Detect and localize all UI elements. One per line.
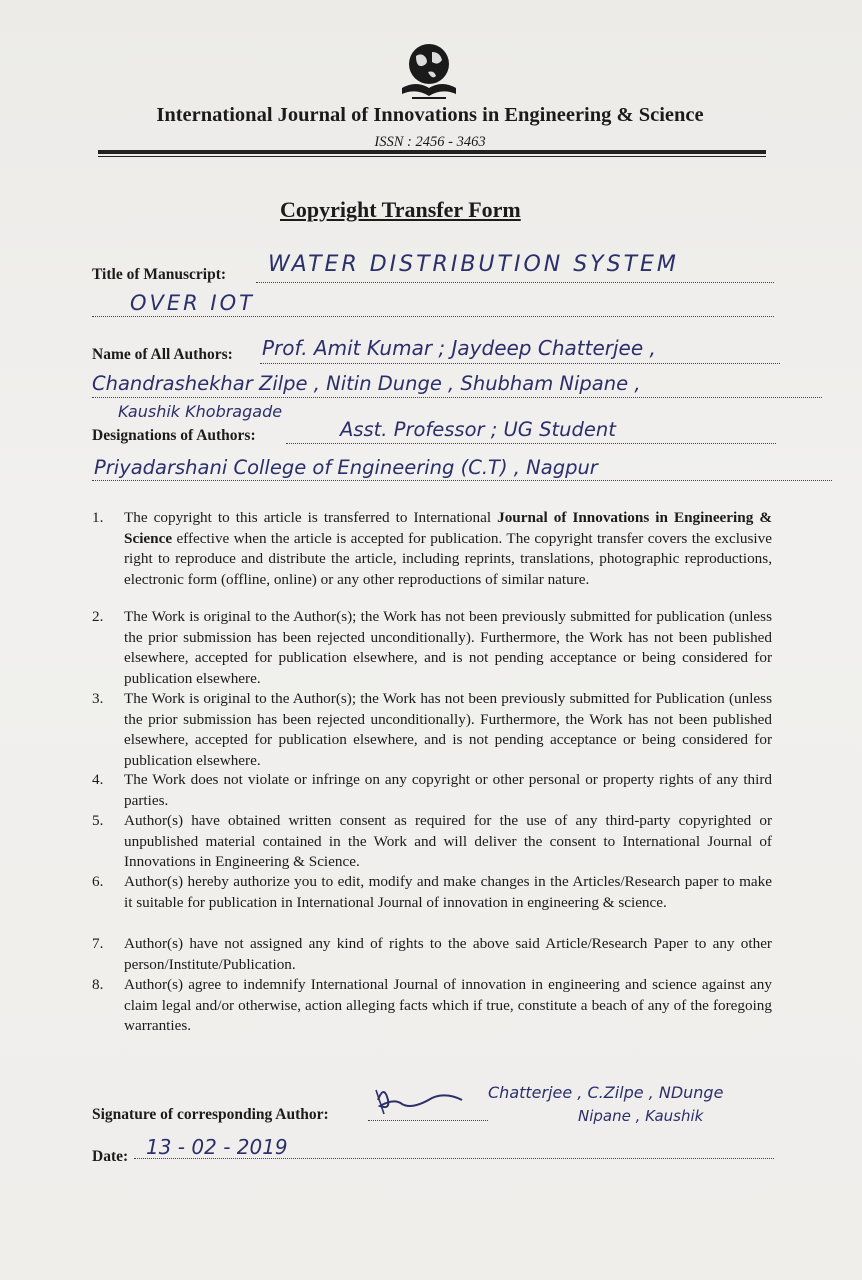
title-label: Title of Manuscript:: [92, 266, 227, 283]
institution-value: Priyadarshani College of Engineering (C.T) , Nagpur: [94, 456, 598, 479]
authors-value-2: Chandrashekhar Zilpe , Nitin Dunge , Shubham Nipane ,: [92, 372, 641, 395]
term-text: The Work is original to the Author(s); the Work has not been previously submitted for publication (unless the prior submission has been rejected unconditionally). Furthermore, the Work has not been published elsewhere, accepted for publication elsewhere, and is not pending acceptance or being considered for publication elsewhere.: [124, 608, 772, 687]
term-text: The Work is original to the Author(s); the Work has not been previously submitted for Publication (unless the prior submission has been rejected unconditionally). Furthermore, the Work has not been published elsewhere, accepted for publication elsewhere, and is not pending acceptance or being considered for publication elsewhere.: [124, 690, 772, 769]
signature-label: Signature of corresponding Author:: [92, 1106, 329, 1123]
authors-value-1: Prof. Amit Kumar ; Jaydeep Chatterjee ,: [262, 336, 656, 360]
term-text: Author(s) have not assigned any kind of rights to the above said Article/Research Paper to any other person/Institute/Publication.: [124, 935, 772, 973]
form-title: Copyright Transfer Form: [280, 197, 521, 222]
title-value-1: WATER DISTRIBUTION SYSTEM: [268, 252, 679, 277]
term-text: Author(s) have obtained written consent as required for the use of any third-party copyrighted or unpublished material contained in the Work and will deliver the consent to International Journal of Innovations in Engineering & Science.: [124, 812, 772, 870]
globe-on-book-logo: [398, 42, 460, 102]
authors-label: Name of All Authors:: [92, 346, 233, 363]
term-1: 1. The copyright to this article is transferred to International Journal of Innovations in Engineering & Science effective when the article is accepted for publication. The copyright transfer covers the exclusive right to reproduce and distribute the article, including reprints, translations, photographic reproductions, electronic form (offline, online) or any other reproductions of similar nature.: [92, 508, 772, 590]
signature-names-2: Nipane , Kaushik: [578, 1107, 704, 1125]
term-8: 8. Author(s) agree to indemnify International Journal of innovation in engineering and science against any claim legal and/or otherwise, action alleging facts which if true, constitute a beach of any of the foregoing warranties.: [92, 975, 772, 1037]
header-rule: [98, 150, 766, 157]
signature-scribble: [372, 1080, 482, 1120]
term-3: 3. The Work is original to the Author(s); the Work has not been previously submitted for Publication (unless the prior submission has been rejected unconditionally). Furthermore, the Work has not been published elsewhere, accepted for publication elsewhere, and is not pending acceptance or being considered for publication elsewhere.: [92, 689, 772, 771]
issn: ISSN : 2456 - 3463: [374, 134, 486, 150]
journal-name: International Journal of Innovations in Engineering & Science: [156, 104, 704, 126]
authors-value-3: Kaushik Khobragade: [118, 402, 283, 421]
term-7: 7. Author(s) have not assigned any kind of rights to the above said Article/Research Paper to any other person/Institute/Publication.: [92, 934, 772, 975]
term-5: 5. Author(s) have obtained written consent as required for the use of any third-party copyrighted or unpublished material contained in the Work and will deliver the consent to International Journal of Innovations in Engineering & Science.: [92, 811, 772, 873]
term-text: Author(s) agree to indemnify International Journal of innovation in engineering and science against any claim legal and/or otherwise, action alleging facts which if true, constitute a beach of any of the foregoing warranties.: [124, 976, 772, 1034]
term-2: 2. The Work is original to the Author(s); the Work has not been previously submitted for publication (unless the prior submission has been rejected unconditionally). Furthermore, the Work has not been published elsewhere, accepted for publication elsewhere, and is not pending acceptance or being considered for publication elsewhere.: [92, 607, 772, 689]
term-text: Author(s) hereby authorize you to edit, modify and make changes in the Articles/Research paper to make it suitable for publication in International Journal of innovation in engineering & science.: [124, 873, 772, 911]
signature-names-1: Chatterjee , C.Zilpe , NDunge: [488, 1083, 724, 1102]
date-label: Date:: [92, 1148, 129, 1165]
term-text: The Work does not violate or infringe on any copyright or other personal or property rights of any third parties.: [124, 771, 772, 809]
term-6: 6. Author(s) hereby authorize you to edit, modify and make changes in the Articles/Research paper to make it suitable for publication in International Journal of innovation in engineering & science.: [92, 872, 772, 913]
term-4: 4. The Work does not violate or infringe on any copyright or other personal or property rights of any third parties.: [92, 770, 772, 811]
date-value: 13 - 02 - 2019: [146, 1135, 288, 1159]
title-value-2: OVER IOT: [130, 291, 255, 315]
designations-value: Asst. Professor ; UG Student: [340, 418, 616, 441]
designations-label: Designations of Authors:: [92, 427, 256, 444]
term-text: The copyright to this article is transferred to International Journal of Innovations in Engineering & Science effective when the article is accepted for publication. The copyright transfer covers the exclusive right to reproduce and distribute the article, including reprints, translations, photographic reproductions, electronic form (offline, online) or any other reproductions of similar nature.: [124, 509, 772, 588]
